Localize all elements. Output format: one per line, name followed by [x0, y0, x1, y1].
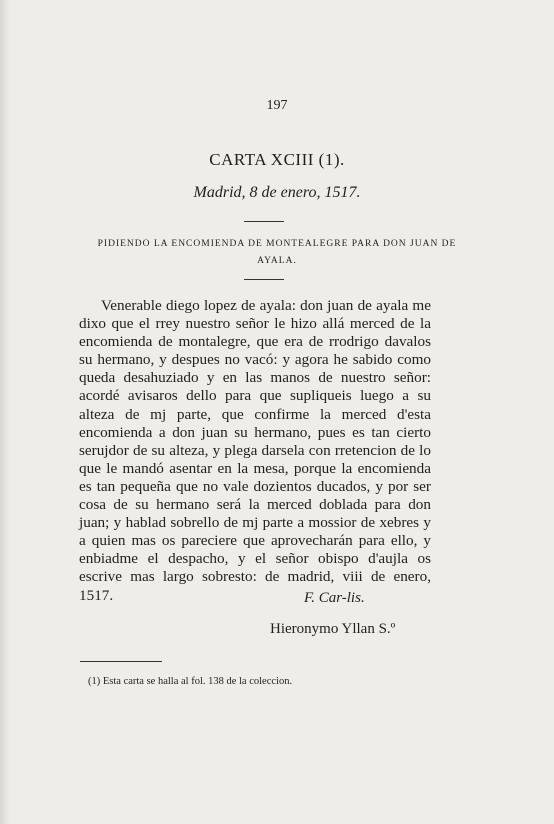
signature-king: F. Car-lis. [304, 590, 365, 606]
page-edge-shadow [0, 0, 10, 824]
footnote-divider [80, 661, 162, 662]
letter-summary: PIDIENDO LA ENCOMIENDA DE MONTEALEGRE PARA DON JUAN DE AYALA. [97, 239, 457, 266]
letter-dateline: Madrid, 8 de enero, 1517. [193, 184, 361, 201]
divider-top [244, 221, 284, 222]
divider-bottom [244, 279, 284, 280]
page-number: 197 [266, 98, 288, 113]
footnote: (1) Esta carta se halla al fol. 138 de la coleccion. [88, 676, 293, 687]
signature-secretary: Hieronymo Yllan S.º [270, 621, 396, 637]
letter-body: Venerable diego lopez de ayala: don juan de ayala me dixo que el rrey nuestro señor le hizo allá merced de la encomienda de montalegre, que era de rrodrigo davalos su hermano, y despues no vacó: y agora he sabido como queda desahuziado y en las manos de nuestro señor: acordé avisaros dello para que supliqueis luego a su alteza de mj parte, que confirme la merced d'esta encomienda a don juan su hermano, pues es tan cierto serujdor de su alteza, y plega darsela con rretencion de lo que le mandó asentar en la mesa, porque la encomienda es tan pequeña que no vale dozientos ducados, y por ser cosa de su hermano será la merced doblada para don juan; y hablad sobrello de mj parte a mossior de xebres y a quien mas os pareciere que aprovecharán para ello, y enbiadme el despacho, y el señor obispo d'aujla os escrive mas largo sobresto: de madrid, viii de enero, 1517. [79, 297, 431, 604]
letter-title: CARTA XCIII (1). [209, 150, 345, 169]
